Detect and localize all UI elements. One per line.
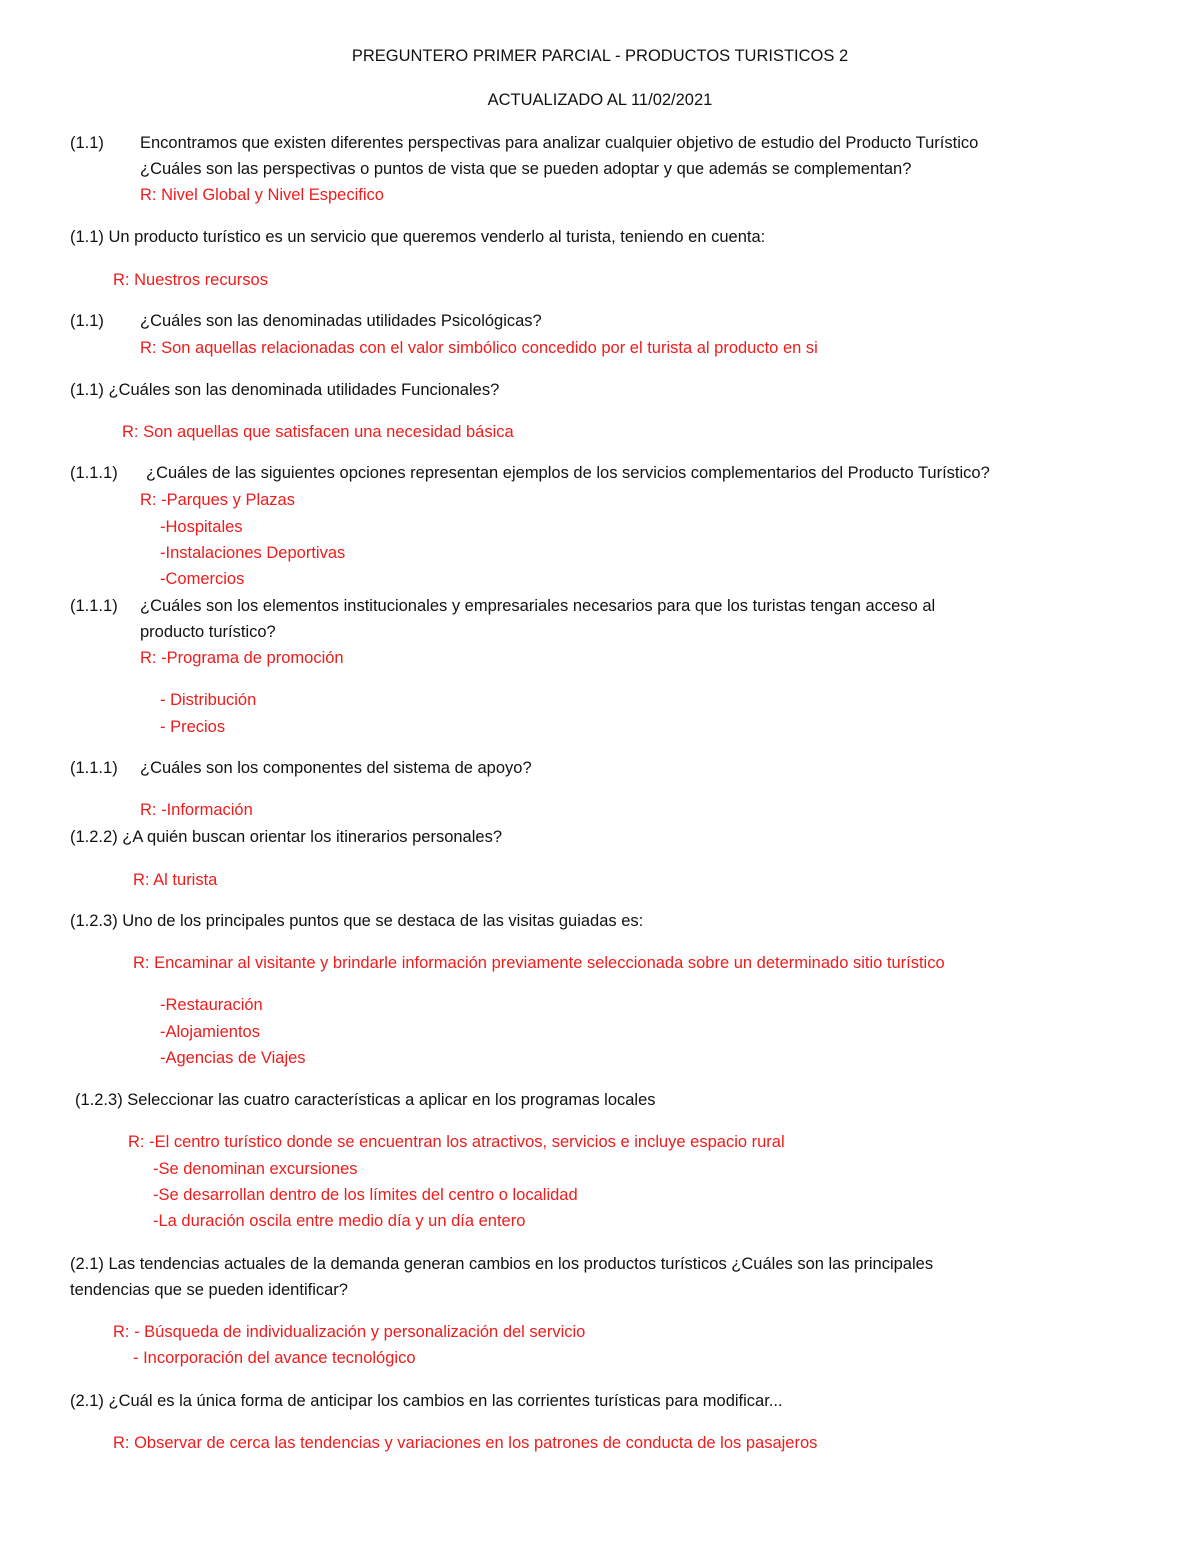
question-text: ¿Cuáles son los elementos institucionales y empresariales necesarios para que los turistas tengan acceso al [140, 597, 936, 615]
question-text: (2.1) Las tendencias actuales de la demanda generan cambios en los productos turísticos ¿Cuáles son las principales [70, 1255, 934, 1273]
answer-text: R: Al turista [133, 871, 218, 889]
question-number: (1.1) [70, 134, 104, 152]
answer-text: -Instalaciones Deportivas [160, 544, 346, 562]
answer-text: -Alojamientos [160, 1023, 260, 1041]
question-text: Encontramos que existen diferentes perspectivas para analizar cualquier objetivo de estudio del Producto Turístico [140, 134, 979, 152]
answer-text: R: Nivel Global y Nivel Especifico [140, 186, 384, 204]
question-text: producto turístico? [140, 623, 276, 641]
answer-text: R: - Búsqueda de individualización y personalización del servicio [113, 1323, 586, 1341]
answer-text: -Comercios [160, 570, 245, 588]
answer-text: -Hospitales [160, 518, 243, 536]
question-text: ¿Cuáles de las siguientes opciones representan ejemplos de los servicios complementarios del Producto Turístico? [146, 464, 990, 482]
answer-text: - Distribución [160, 691, 257, 709]
answer-text: -La duración oscila entre medio día y un día entero [153, 1212, 526, 1230]
question-number: (1.1.1) [70, 597, 118, 615]
answer-text: R: -Información [140, 801, 253, 819]
answer-text: -Se desarrollan dentro de los límites del centro o localidad [153, 1186, 578, 1204]
question-text: (1.2.3) Uno de los principales puntos que se destaca de las visitas guiadas es: [70, 912, 644, 930]
question-text: ¿Cuáles son las denominadas utilidades Psicológicas? [140, 312, 542, 330]
answer-text: R: Nuestros recursos [113, 271, 268, 289]
document-subtitle: ACTUALIZADO AL 11/02/2021 [487, 91, 713, 109]
answer-text: -Agencias de Viajes [160, 1049, 306, 1067]
question-text: (1.2.2) ¿A quién buscan orientar los itinerarios personales? [70, 828, 502, 846]
document-title: PREGUNTERO PRIMER PARCIAL - PRODUCTOS TURISTICOS 2 [351, 47, 849, 65]
question-text: (1.1) ¿Cuáles son las denominada utilidades Funcionales? [70, 381, 500, 399]
question-text: ¿Cuáles son los componentes del sistema de apoyo? [140, 759, 532, 777]
answer-text: R: Encaminar al visitante y brindarle información previamente seleccionada sobre un determinado sitio turístico [133, 954, 945, 972]
answer-text: - Precios [160, 718, 226, 736]
question-number: (1.1.1) [70, 464, 118, 482]
question-number: (1.1) [70, 312, 104, 330]
question-text: (2.1) ¿Cuál es la única forma de anticipar los cambios en las corrientes turísticas para modificar... [70, 1392, 783, 1410]
answer-text: R: -El centro turístico donde se encuentran los atractivos, servicios e incluye espacio rural [128, 1133, 785, 1151]
question-text: tendencias que se pueden identificar? [70, 1281, 348, 1299]
question-number: (1.1.1) [70, 759, 118, 777]
question-text: (1.2.3) Seleccionar las cuatro características a aplicar en los programas locales [75, 1091, 656, 1109]
answer-text: -Restauración [160, 996, 263, 1014]
question-text: ¿Cuáles son las perspectivas o puntos de vista que se pueden adoptar y que además se complementan? [140, 160, 912, 178]
question-text: (1.1) Un producto turístico es un servicio que queremos venderlo al turista, teniendo en cuenta: [70, 228, 766, 246]
answer-text: R: Son aquellas relacionadas con el valor simbólico concedido por el turista al producto en si [140, 339, 818, 357]
answer-text: - Incorporación del avance tecnológico [133, 1349, 416, 1367]
answer-text: -Se denominan excursiones [153, 1160, 358, 1178]
answer-text: R: Observar de cerca las tendencias y variaciones en los patrones de conducta de los pasajeros [113, 1434, 818, 1452]
answer-text: R: -Programa de promoción [140, 649, 344, 667]
answer-text: R: Son aquellas que satisfacen una necesidad básica [122, 423, 514, 441]
answer-text: R: -Parques y Plazas [140, 491, 295, 509]
